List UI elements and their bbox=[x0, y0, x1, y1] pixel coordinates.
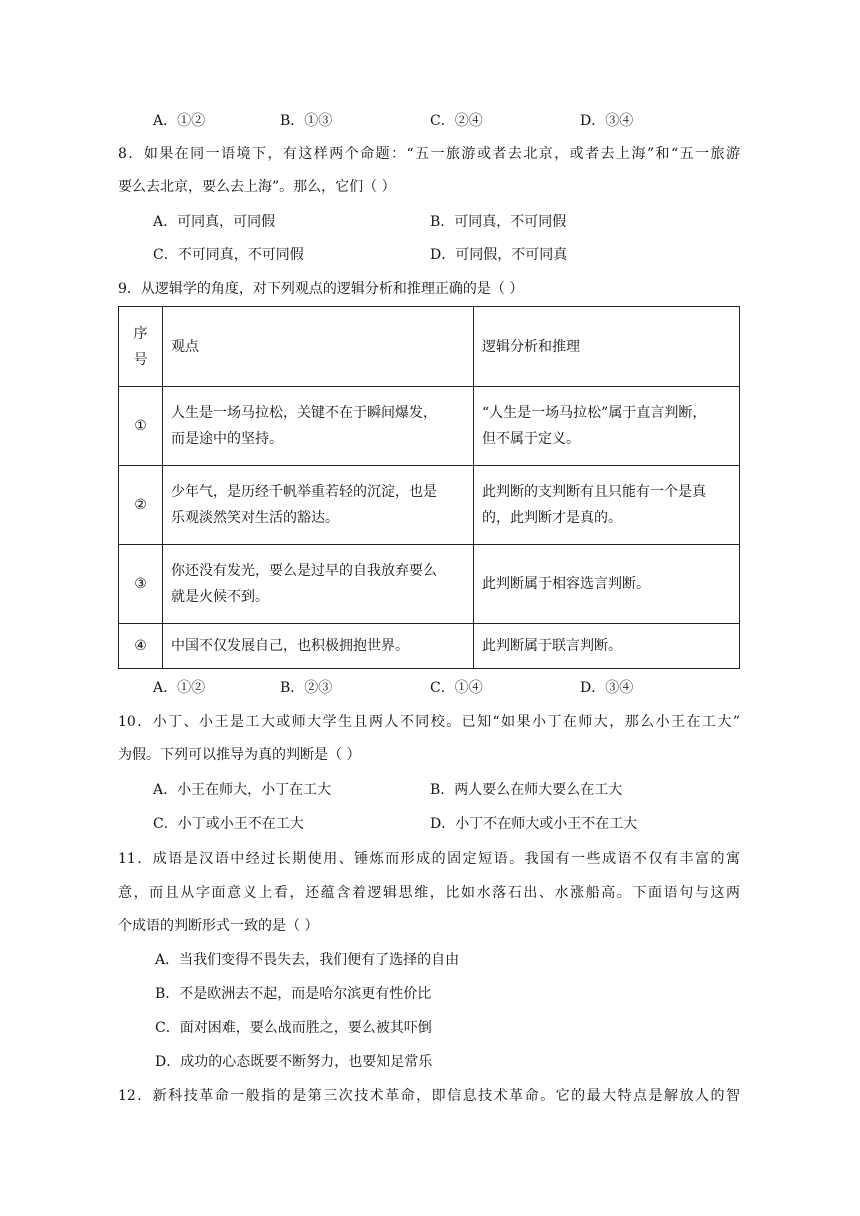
q10-option-b: B．两人要么在师大要么在工大 bbox=[430, 782, 623, 798]
q11-option-b: B．不是欧洲去不起，而是哈尔滨更有性价比 bbox=[155, 986, 432, 1002]
q11-stem-line-1: 11．成语是汉语中经过长期使用、锤炼而形成的固定短语。我国有一些成语不仅有丰富的寓 bbox=[118, 851, 740, 867]
row-analysis: 此判断属于相容选言判断。 bbox=[474, 545, 740, 624]
q12-stem-line-1: 12．新科技革命一般指的是第三次技术革命，即信息技术革命。它的最大特点是解放人的智 bbox=[118, 1088, 740, 1104]
row-view: 你还没有发光，要么是过早的自我放弃要么 就是火候不到。 bbox=[163, 545, 474, 624]
q7-option-d: D．③④ bbox=[580, 113, 634, 129]
q8-option-d: D．可同假，不可同真 bbox=[430, 247, 568, 263]
q7-option-b: B．①③ bbox=[280, 113, 333, 129]
header-analysis-cell: 逻辑分析和推理 bbox=[474, 307, 740, 387]
q11-option-a: A．当我们变得不畏失去，我们便有了选择的自由 bbox=[155, 952, 460, 968]
row-number: ① bbox=[119, 387, 163, 466]
row-number: ② bbox=[119, 466, 163, 545]
q11-option-c: C．面对困难，要么战而胜之，要么被其吓倒 bbox=[155, 1020, 432, 1036]
q11-option-d: D．成功的心态既要不断努力，也要知足常乐 bbox=[155, 1054, 433, 1070]
q9-stem: 9．从逻辑学的角度，对下列观点的逻辑分析和推理正确的是（ ） bbox=[118, 281, 524, 297]
table-row bbox=[119, 624, 740, 669]
q9-option-a: A．①② bbox=[153, 680, 206, 696]
q10-option-d: D．小丁不在师大或小王不在工大 bbox=[430, 816, 638, 832]
q9-table bbox=[118, 306, 740, 669]
q8-option-c: C．不可同真，不可同假 bbox=[153, 247, 304, 263]
header-view-cell: 观点 bbox=[163, 307, 474, 387]
q7-option-c: C．②④ bbox=[430, 113, 483, 129]
table-row bbox=[119, 466, 740, 545]
q8-stem-line-2: 要么去北京，要么去上海”。那么，它们（ ） bbox=[118, 179, 396, 195]
row-analysis: 此判断属于联言判断。 bbox=[474, 624, 740, 669]
q10-stem-line-2: 为假。下列可以推导为真的判断是（ ） bbox=[118, 747, 361, 763]
q8-option-b: B．可同真，不可同假 bbox=[430, 214, 567, 230]
q10-option-a: A．小王在师大，小丁在工大 bbox=[153, 782, 332, 798]
q8-option-a: A．可同真，可同假 bbox=[153, 214, 276, 230]
q9-option-d: D．③④ bbox=[580, 680, 634, 696]
row-number: ④ bbox=[119, 624, 163, 669]
table-row bbox=[119, 545, 740, 624]
q9-option-b: B．②③ bbox=[280, 680, 333, 696]
row-analysis: “人生是一场马拉松”属于直言判断， 但不属于定义。 bbox=[474, 387, 740, 466]
table-row bbox=[119, 387, 740, 466]
q10-option-c: C．小丁或小王不在工大 bbox=[153, 816, 304, 832]
row-view: 少年气，是历经千帆举重若轻的沉淀，也是 乐观淡然笑对生活的豁达。 bbox=[163, 466, 474, 545]
row-view: 人生是一场马拉松，关键不在于瞬间爆发， 而是途中的坚持。 bbox=[163, 387, 474, 466]
row-view: 中国不仅发展自己，也积极拥抱世界。 bbox=[163, 624, 474, 669]
row-analysis: 此判断的支判断有且只能有一个是真 的，此判断才是真的。 bbox=[474, 466, 740, 545]
q10-stem-line-1: 10．小丁、小王是工大或师大学生且两人不同校。已知“如果小丁在师大，那么小王在工大” bbox=[118, 714, 740, 730]
row-number: ③ bbox=[119, 545, 163, 624]
q11-stem-line-3: 个成语的判断形式一致的是（ ） bbox=[118, 918, 319, 934]
header-number-cell: 序 号 bbox=[119, 307, 163, 387]
q11-stem-line-2: 意，而且从字面意义上看，还蕴含着逻辑思维，比如水落石出、水涨船高。下面语句与这两 bbox=[118, 885, 740, 901]
table-header-row bbox=[119, 307, 740, 387]
q9-option-c: C．①④ bbox=[430, 680, 483, 696]
q7-option-a: A．①② bbox=[153, 113, 206, 129]
q8-stem-line-1: 8．如果在同一语境下，有这样两个命题：“五一旅游或者去北京，或者去上海”和“五一旅游 bbox=[118, 146, 740, 162]
